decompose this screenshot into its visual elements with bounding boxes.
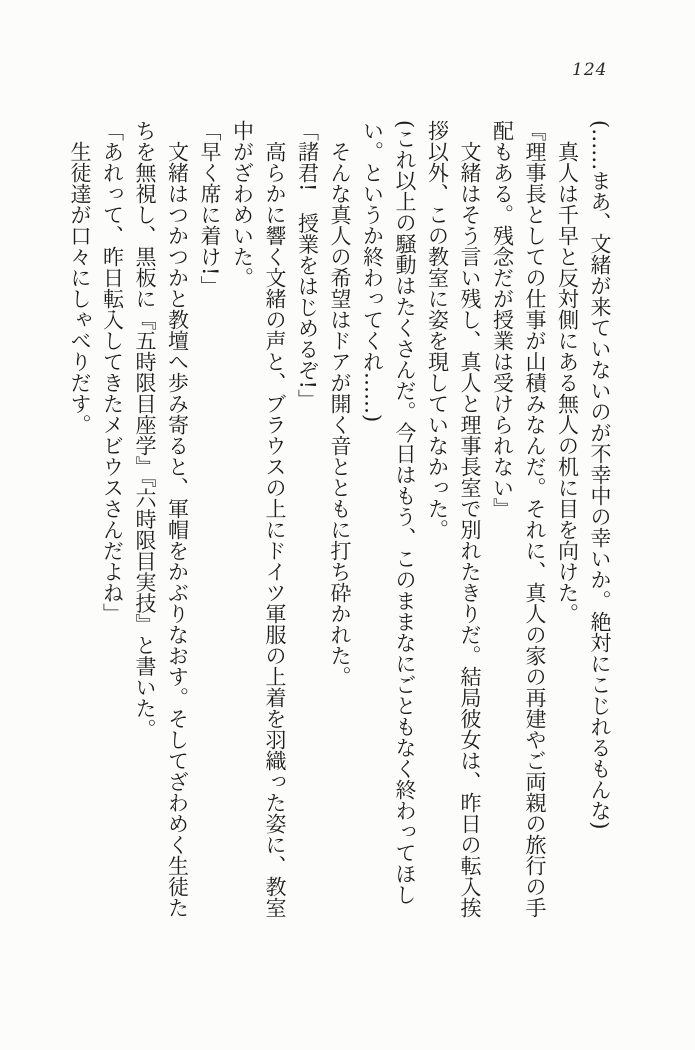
page-text: [64, 120, 617, 925]
text-line: 『理事長としての仕事が山積みなんだ。それに、真人の家の再建やご両親の旅行の手: [523, 120, 547, 918]
text-line: い。というか終わってくれ……): [360, 120, 385, 423]
text-line: 文緒はつかつかと教壇へ歩み寄ると、軍帽をかぶりなおす。そしてざわめく生徒た: [165, 141, 190, 918]
text-line: そんな真人の希望はドアが開く音とともに打ち砕かれた。: [328, 141, 352, 687]
page-number: 124: [572, 60, 608, 80]
text-line: 中がざわめいた。: [230, 120, 255, 288]
text-line: 「諸君! 授業をはじめるぞ!」: [295, 120, 320, 410]
text-line: 文緒はそう言い残し、真人と理事長室で別れたきりだ。結局彼女は、昨日の転入挨: [458, 141, 482, 918]
text-line: 生徒達が口々にしゃべりだす。: [68, 141, 92, 435]
text-line: ちを無視し、黒板に『五時限目座学』『六時限目実技』と書いた。: [133, 120, 157, 740]
text-line: 「あれって、昨日転入してきたメビウスさんだよね」: [100, 120, 125, 624]
text-line: (……まあ、文緒が来ていないのが不幸中の幸いか。絶対にこじれるもんな): [588, 120, 612, 830]
text-line: (これ以上の騒動はたくさんだ。今日はもう、このままなにごともなく終わってほし: [393, 120, 417, 906]
text-line: 「早く席に着け!」: [198, 120, 222, 297]
text-line: 配もある。残念だが授業は受けられない』: [490, 120, 515, 519]
text-line: 拶以外、この教室に姿を現していなかった。: [425, 120, 450, 540]
text-line: 高らかに響く文緒の声と、ブラウスの上にドイツ軍服の上着を羽織った姿に、教室: [263, 141, 287, 918]
text-line: 真人は千早と反対側にある無人の机に目を向けた。: [555, 141, 580, 624]
